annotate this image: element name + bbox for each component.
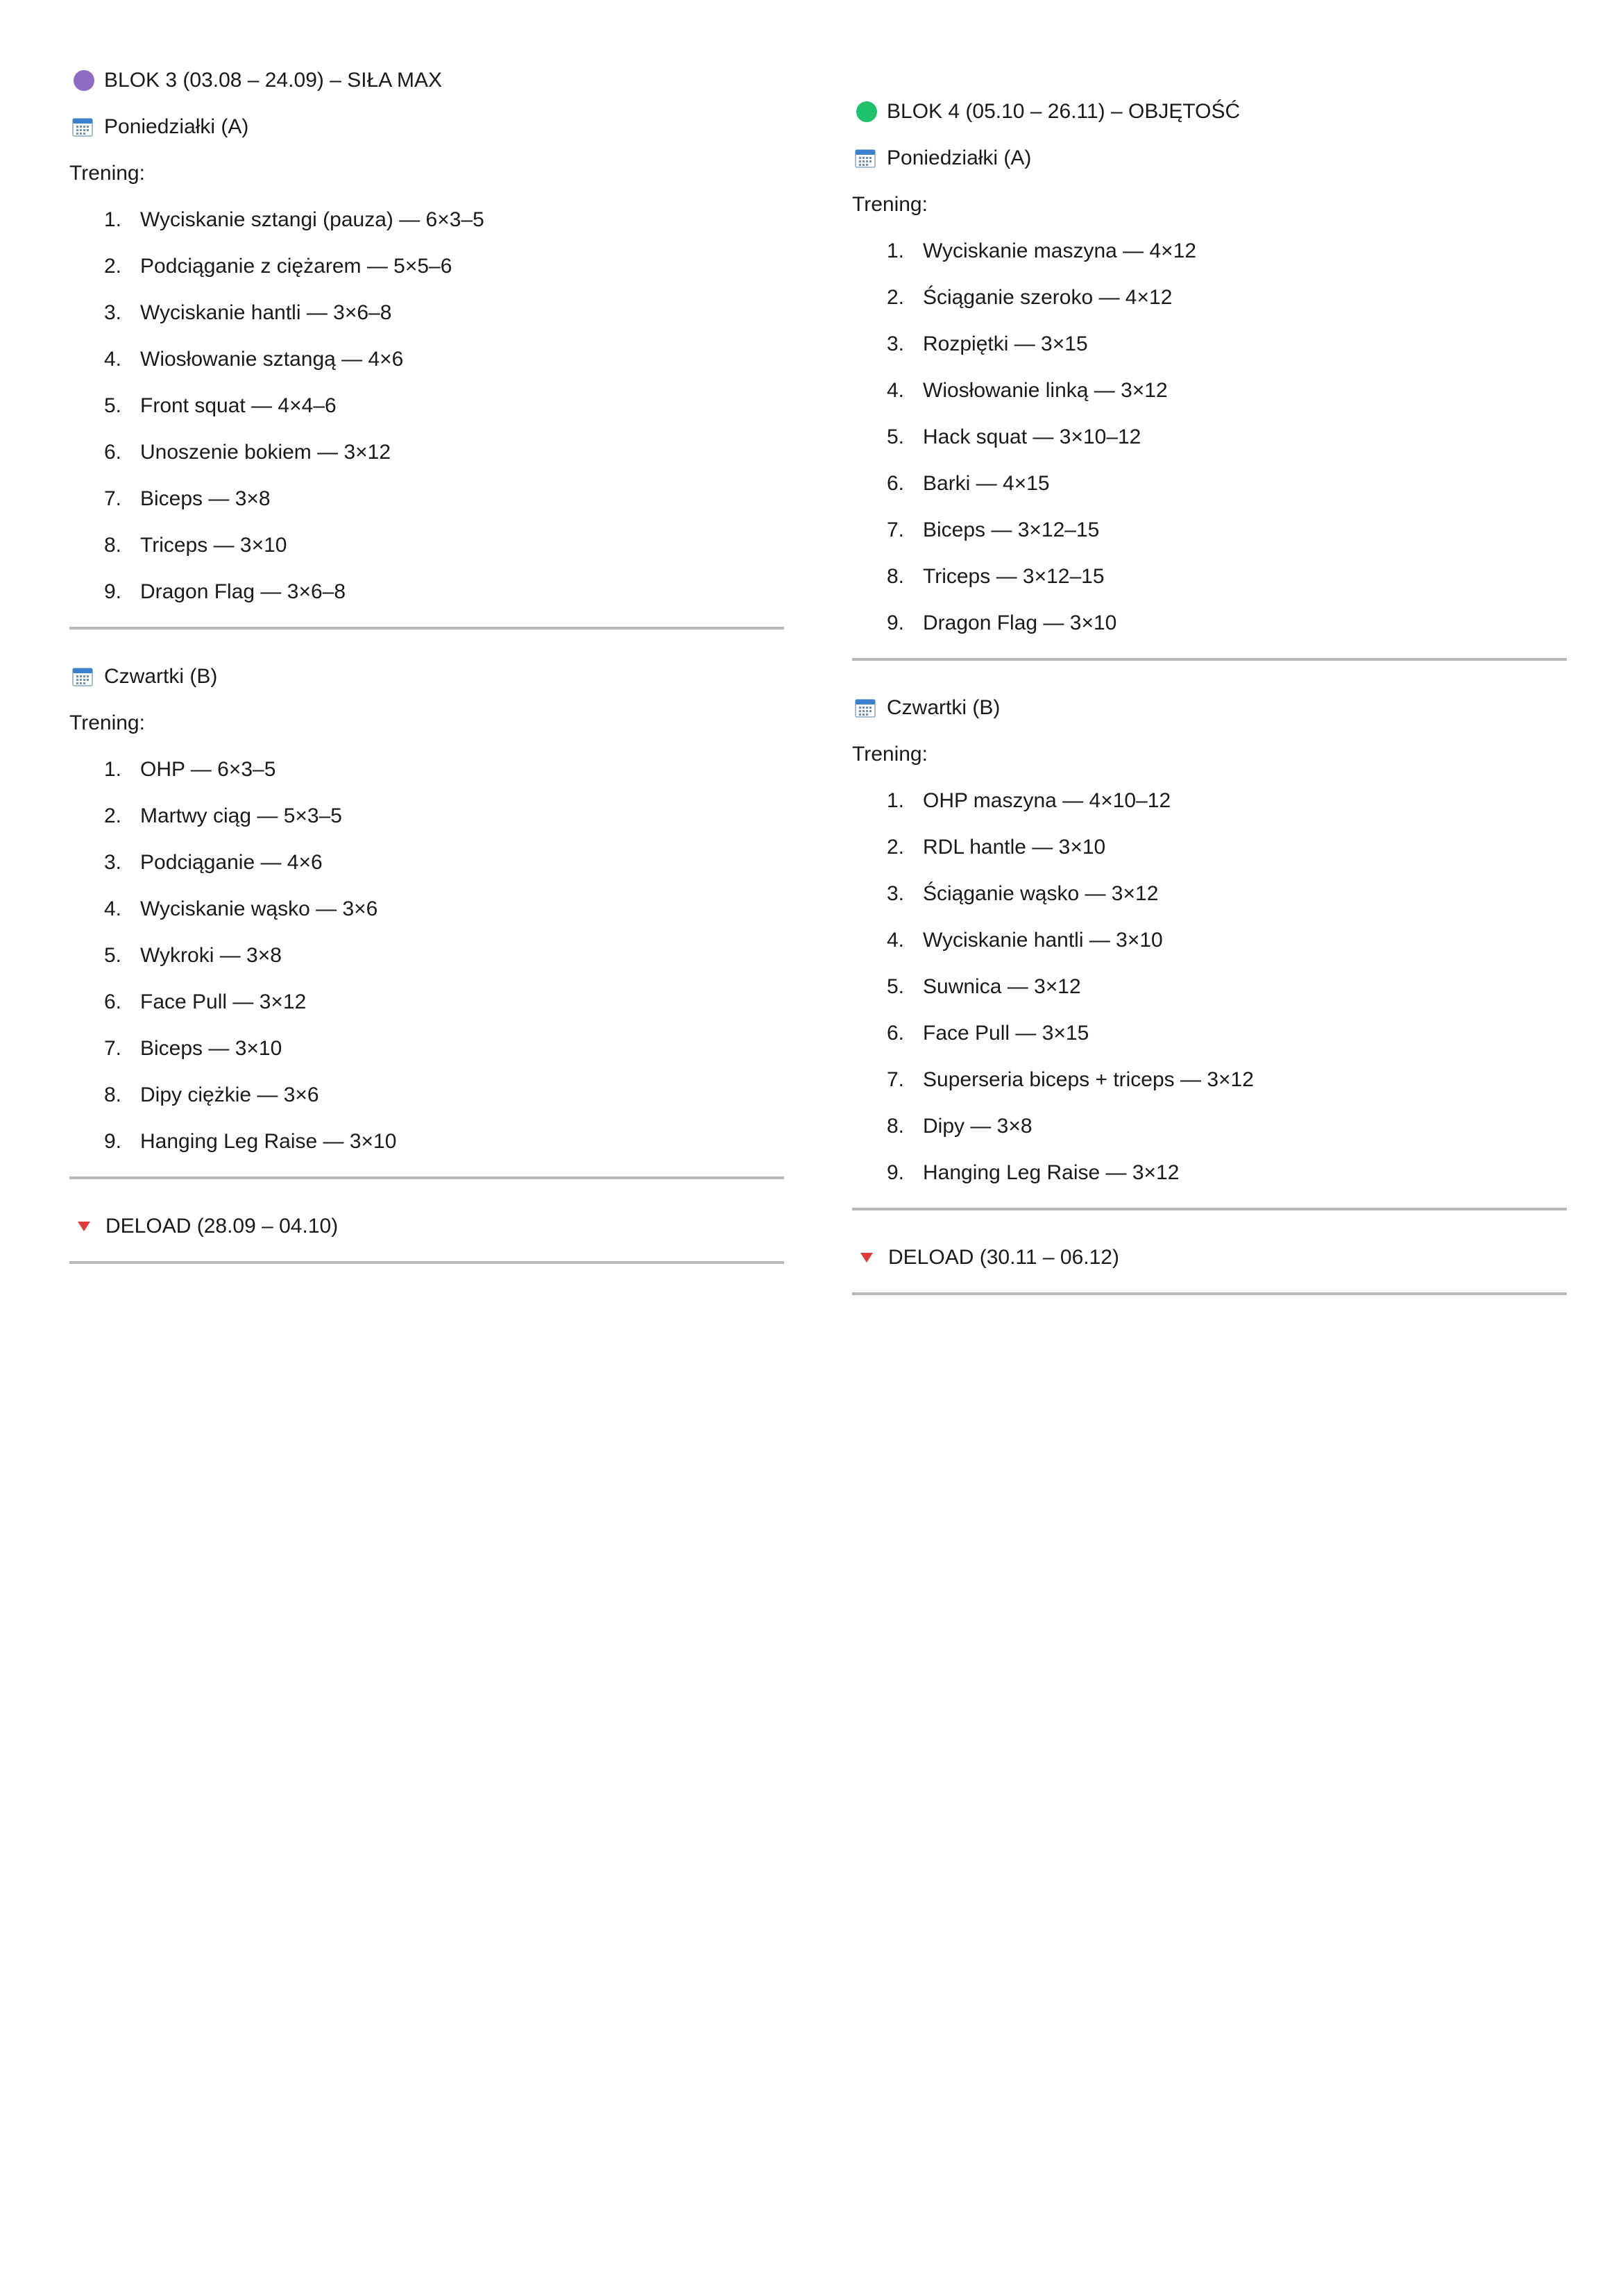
exercise-item [69,532,784,559]
exercise-text: Podciąganie — 4×6 [140,851,323,874]
exercise-text: Dragon Flag — 3×6–8 [140,580,346,603]
deload-row [852,1244,1567,1272]
exercise-number: 6. [104,990,122,1013]
deload-text: DELOAD (30.11 – 06.12) [888,1246,1119,1269]
exercise-text: Face Pull — 3×12 [140,990,307,1013]
red-triangle-down-icon [78,1222,90,1231]
exercise-number: 9. [104,1130,122,1153]
exercise-number: 3. [104,851,122,874]
exercise-item [852,563,1567,591]
exercise-number: 4. [887,379,905,402]
exercise-number: 8. [887,1115,905,1138]
exercise-number: 6. [104,441,122,464]
exercise-item [852,880,1567,908]
calendar-icon [72,117,93,137]
exercise-text: Podciąganie z ciężarem — 5×5–6 [140,255,452,278]
exercise-text: Suwnica — 3×12 [923,975,1081,998]
training-label: Trening: [69,162,145,185]
exercise-item [852,470,1567,498]
exercise-item [69,578,784,606]
deload-text: DELOAD (28.09 – 04.10) [105,1215,339,1238]
exercise-number: 4. [887,929,905,952]
exercise-number: 1. [887,239,905,262]
exercise-item [69,895,784,923]
exercise-list [69,206,784,606]
exercise-text: Triceps — 3×12–15 [923,565,1105,588]
exercise-item [852,1020,1567,1047]
exercise-item [69,392,784,420]
exercise-item [852,1066,1567,1094]
day-title-text: Poniedziałki (A) [887,146,1032,169]
exercise-text: RDL hantle — 3×10 [923,836,1106,859]
exercise-number: 4. [104,897,122,920]
exercise-item [69,253,784,280]
deload-row [69,1213,784,1240]
red-triangle-down-icon [860,1253,873,1263]
exercise-number: 7. [887,1068,905,1091]
circle-icon [74,70,94,91]
exercise-item [852,284,1567,312]
exercise-item [69,206,784,234]
exercise-number: 9. [104,580,122,603]
exercise-number: 2. [104,804,122,827]
day-title-text: Czwartki (B) [104,665,218,688]
exercise-item [69,942,784,970]
block-title [852,98,1567,126]
exercise-number: 3. [887,882,905,905]
exercise-number: 1. [104,208,122,231]
exercise-text: Hack squat — 3×10–12 [923,425,1141,448]
training-label: Trening: [69,711,145,734]
exercise-text: Wyciskanie wąsko — 3×6 [140,897,378,920]
block-3-column [69,67,784,1264]
exercise-text: Biceps — 3×10 [140,1037,282,1060]
exercise-list [69,756,784,1156]
exercise-number: 8. [104,1083,122,1106]
block-title-text: BLOK 3 (03.08 – 24.09) – SIŁA MAX [104,69,442,92]
section-divider [69,1261,784,1264]
exercise-item [69,1128,784,1156]
exercise-item [852,377,1567,405]
exercise-number: 5. [104,394,122,417]
exercise-number: 8. [104,534,122,557]
exercise-item [852,787,1567,815]
exercise-item [69,756,784,784]
exercise-list [852,787,1567,1187]
circle-icon [856,101,877,122]
exercise-item [69,1035,784,1063]
exercise-item [852,237,1567,265]
exercise-text: Biceps — 3×8 [140,487,271,510]
exercise-number: 2. [887,836,905,859]
exercise-item [852,330,1567,358]
exercise-number: 3. [104,301,122,324]
exercise-text: Wykroki — 3×8 [140,944,282,967]
exercise-text: OHP maszyna — 4×10–12 [923,789,1171,812]
exercise-number: 6. [887,472,905,495]
exercise-text: Dipy ciężkie — 3×6 [140,1083,319,1106]
exercise-item [69,849,784,877]
exercise-text: Wyciskanie sztangi (pauza) — 6×3–5 [140,208,484,231]
exercise-text: Rozpiętki — 3×15 [923,332,1088,355]
exercise-number: 6. [887,1022,905,1045]
exercise-number: 9. [887,1161,905,1184]
exercise-text: Face Pull — 3×15 [923,1022,1089,1045]
section-divider [852,1292,1567,1295]
day-title-text: Poniedziałki (A) [104,115,249,138]
section-divider [852,1208,1567,1210]
exercise-item [69,802,784,830]
exercise-number: 1. [887,789,905,812]
exercise-item [852,609,1567,637]
calendar-icon [855,698,876,718]
exercise-number: 7. [104,1037,122,1060]
exercise-item [852,1113,1567,1140]
exercise-item [69,988,784,1016]
exercise-item [852,423,1567,451]
exercise-item [69,485,784,513]
calendar-icon [855,149,876,168]
exercise-text: Wyciskanie hantli — 3×6–8 [140,301,392,324]
exercise-number: 7. [104,487,122,510]
exercise-list [852,237,1567,637]
calendar-icon [72,667,93,686]
exercise-text: Martwy ciąg — 5×3–5 [140,804,342,827]
exercise-text: Biceps — 3×12–15 [923,518,1100,541]
exercise-number: 3. [887,332,905,355]
exercise-text: OHP — 6×3–5 [140,758,276,781]
block-title-text: BLOK 4 (05.10 – 26.11) – OBJĘTOŚĆ [887,100,1241,123]
exercise-number: 1. [104,758,122,781]
day-heading [852,694,1567,722]
block-title [69,67,784,94]
exercise-text: Hanging Leg Raise — 3×10 [140,1130,397,1153]
exercise-item [852,516,1567,544]
exercise-text: Superseria biceps + triceps — 3×12 [923,1068,1254,1091]
day-title-text: Czwartki (B) [887,696,1001,719]
exercise-number: 4. [104,348,122,371]
exercise-text: Ściąganie wąsko — 3×12 [923,882,1159,905]
training-label: Trening: [852,743,928,766]
exercise-text: Hanging Leg Raise — 3×12 [923,1161,1180,1184]
exercise-number: 5. [887,425,905,448]
exercise-number: 2. [104,255,122,278]
exercise-text: Dipy — 3×8 [923,1115,1033,1138]
exercise-item [69,346,784,373]
exercise-number: 2. [887,286,905,309]
exercise-number: 5. [887,975,905,998]
exercise-item [69,299,784,327]
exercise-number: 7. [887,518,905,541]
day-heading [69,113,784,141]
section-divider [852,658,1567,661]
exercise-text: Ściąganie szeroko — 4×12 [923,286,1173,309]
exercise-text: Dragon Flag — 3×10 [923,611,1117,634]
day-heading [69,663,784,691]
exercise-number: 8. [887,565,905,588]
exercise-number: 5. [104,944,122,967]
exercise-number: 9. [887,611,905,634]
exercise-item [69,439,784,466]
exercise-item [852,1159,1567,1187]
section-divider [69,627,784,630]
section-divider [69,1176,784,1179]
exercise-item [852,834,1567,861]
exercise-item [852,973,1567,1001]
exercise-text: Wyciskanie maszyna — 4×12 [923,239,1197,262]
training-label: Trening: [852,193,928,216]
exercise-text: Unoszenie bokiem — 3×12 [140,441,391,464]
exercise-text: Wyciskanie hantli — 3×10 [923,929,1163,952]
exercise-text: Wiosłowanie linką — 3×12 [923,379,1168,402]
exercise-item [852,927,1567,954]
exercise-text: Wiosłowanie sztangą — 4×6 [140,348,404,371]
exercise-text: Barki — 4×15 [923,472,1050,495]
day-heading [852,144,1567,172]
block-4-column [852,98,1567,1295]
exercise-text: Triceps — 3×10 [140,534,287,557]
exercise-item [69,1081,784,1109]
exercise-text: Front squat — 4×4–6 [140,394,337,417]
